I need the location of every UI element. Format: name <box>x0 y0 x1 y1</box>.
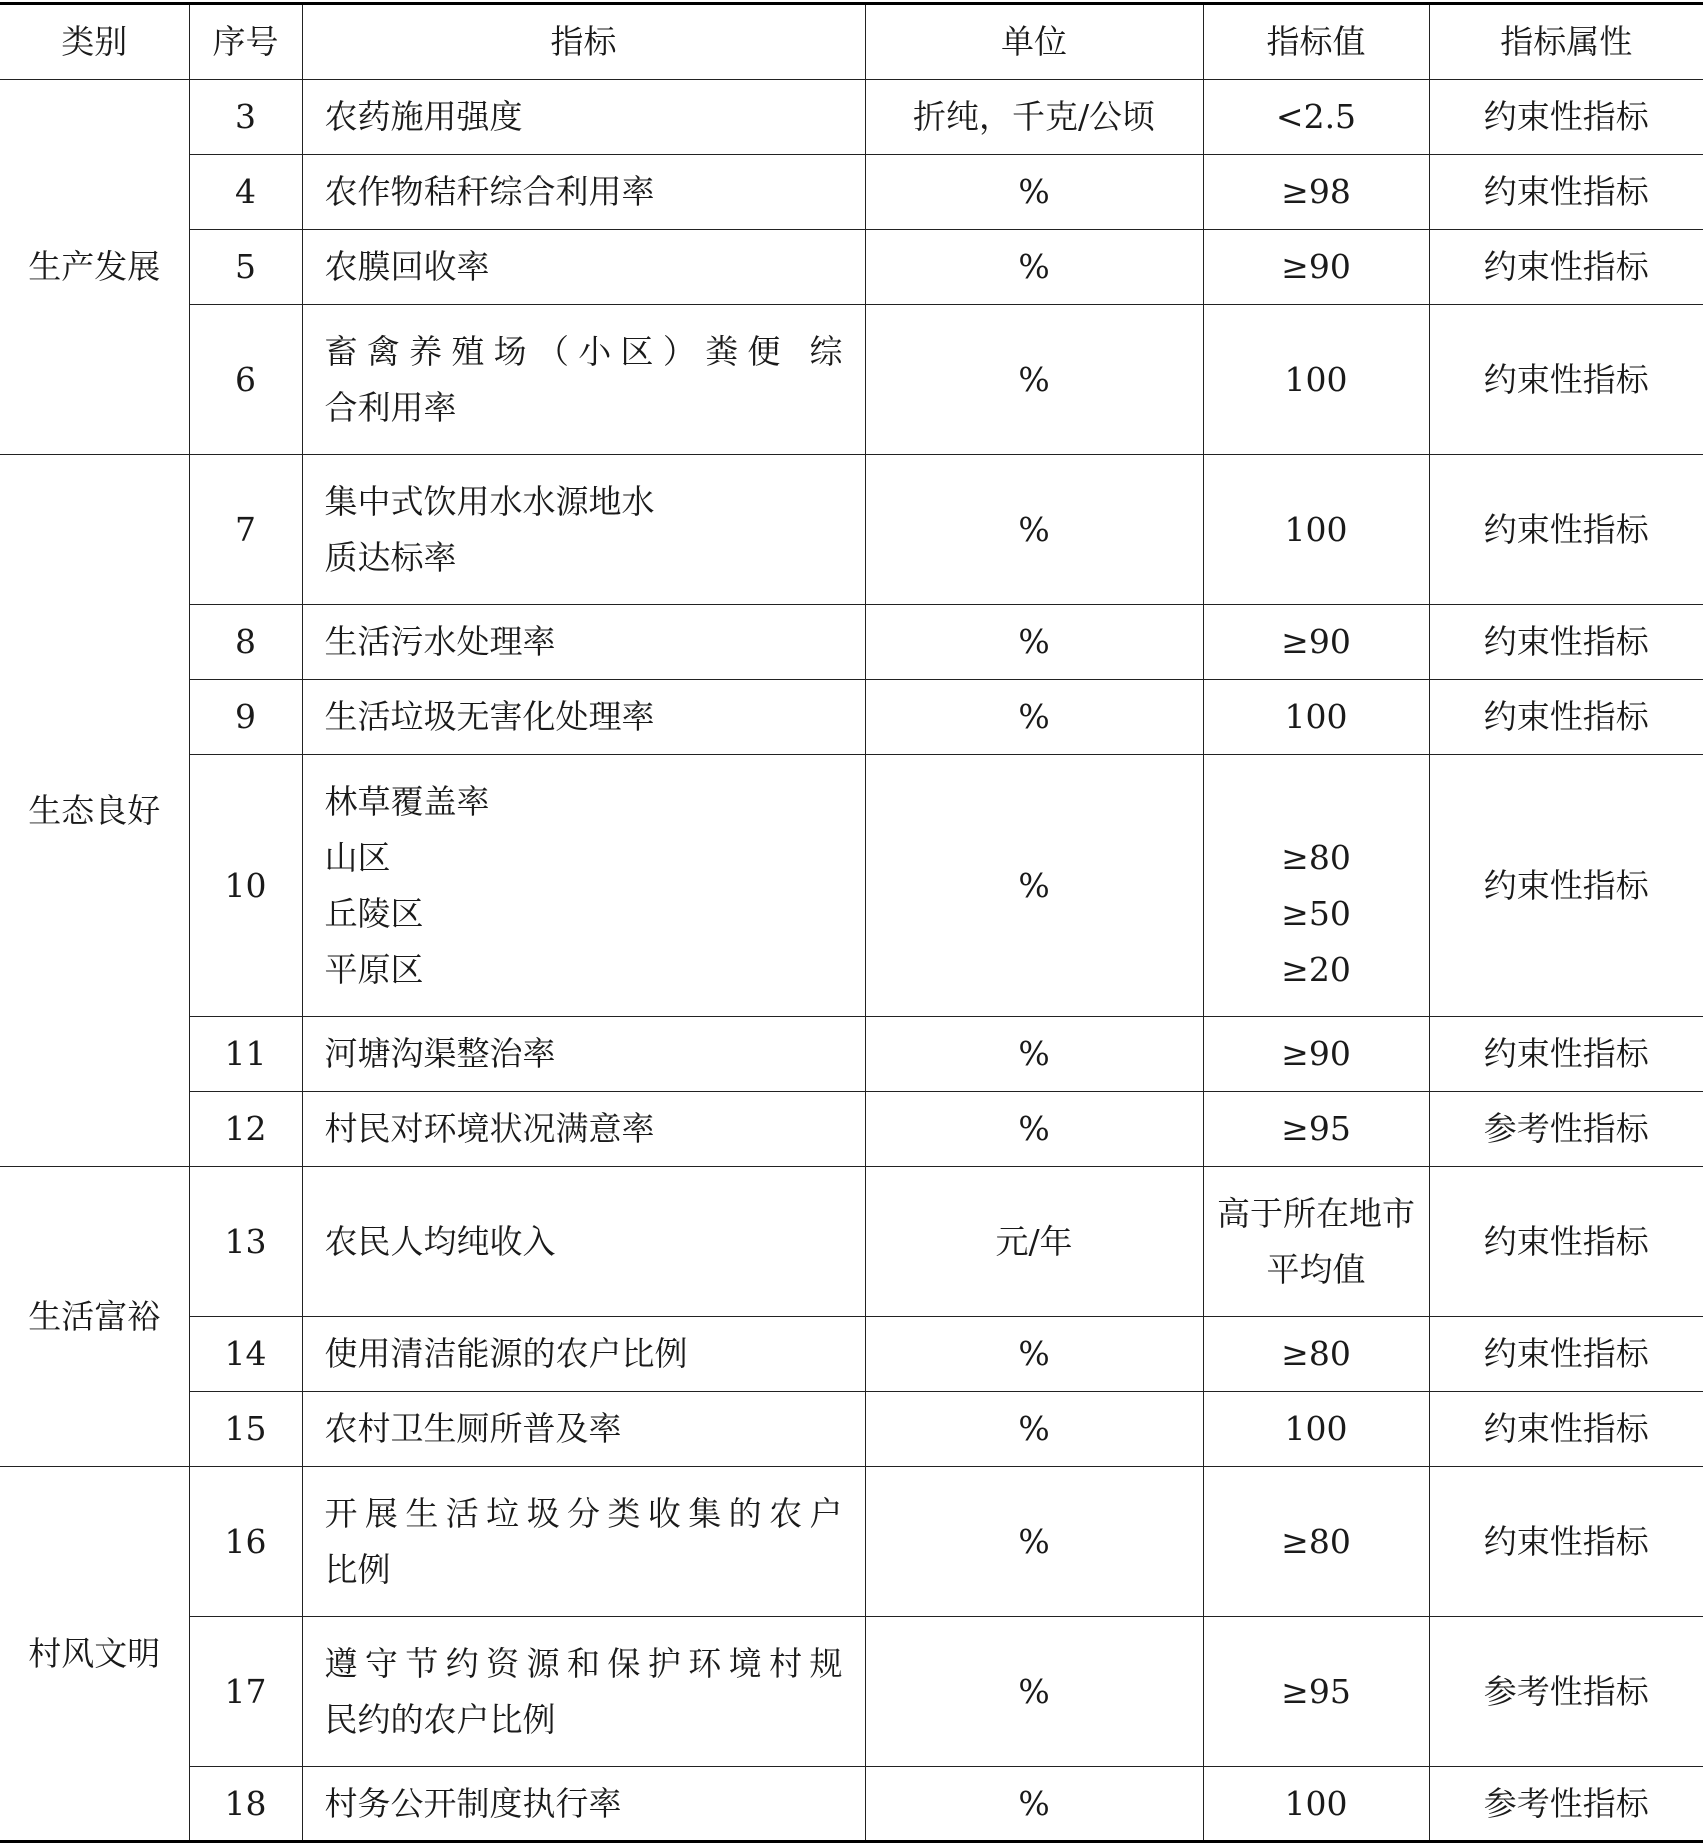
number-cell: 8 <box>189 605 302 680</box>
value-cell <box>1203 1167 1429 1317</box>
indicator-cell <box>302 80 865 155</box>
unit-cell: % <box>865 455 1203 605</box>
number-cell: 16 <box>189 1467 302 1617</box>
value-cell: <2.5 <box>1203 80 1429 155</box>
indicator-cell <box>302 1767 865 1842</box>
indicator-cell <box>302 305 865 455</box>
indicator-line: 林草覆盖率 <box>324 781 490 821</box>
value-line: ≥80 <box>1281 837 1351 877</box>
unit-cell: % <box>865 1767 1203 1842</box>
unit-cell: % <box>865 1467 1203 1617</box>
number-cell: 17 <box>189 1617 302 1767</box>
indicator-line: 农药施用强度 <box>324 97 523 136</box>
value-cell: ≥90 <box>1203 230 1429 305</box>
indicator-line: 质达标率 <box>324 537 457 577</box>
table-row <box>0 755 1703 1017</box>
number-cell: 10 <box>189 755 302 1017</box>
attribute-cell: 约束性指标 <box>1429 80 1703 155</box>
header-value: 指标值 <box>1203 4 1429 80</box>
indicator-line: 生活污水处理率 <box>324 622 556 661</box>
indicator-line: 平原区 <box>324 949 424 989</box>
indicator-cell <box>302 680 865 755</box>
header-indicator: 指标 <box>302 4 865 80</box>
attribute-cell: 约束性指标 <box>1429 1392 1703 1467</box>
header-attribute: 指标属性 <box>1429 4 1703 80</box>
unit-cell: % <box>865 155 1203 230</box>
value-cell <box>1203 755 1429 1017</box>
unit-cell: % <box>865 1017 1203 1092</box>
category-cell: 村风文明 <box>0 1467 189 1842</box>
value-cell: ≥95 <box>1203 1617 1429 1767</box>
table-row <box>0 605 1703 680</box>
attribute-cell: 参考性指标 <box>1429 1767 1703 1842</box>
indicator-line: 农民人均纯收入 <box>324 1221 556 1261</box>
indicator-line: 民约的农户比例 <box>324 1699 556 1739</box>
number-cell: 5 <box>189 230 302 305</box>
value-line: ≥50 <box>1281 893 1351 933</box>
number-cell: 12 <box>189 1092 302 1167</box>
indicator-cell <box>302 755 865 1017</box>
indicator-line: 开展生活垃圾分类收集的农户 <box>324 1493 843 1533</box>
value-cell: 100 <box>1203 680 1429 755</box>
number-cell: 13 <box>189 1167 302 1317</box>
indicator-line: 比例 <box>324 1549 391 1589</box>
value-cell: 100 <box>1203 1767 1429 1842</box>
header-row <box>0 4 1703 80</box>
number-cell: 3 <box>189 80 302 155</box>
value-cell: ≥98 <box>1203 155 1429 230</box>
indicator-table <box>0 2 1703 1843</box>
indicator-cell <box>302 155 865 230</box>
indicator-line: 农膜回收率 <box>324 247 490 286</box>
number-cell: 9 <box>189 680 302 755</box>
table-row <box>0 80 1703 155</box>
attribute-cell: 约束性指标 <box>1429 1167 1703 1317</box>
indicator-line: 畜禽养殖场（小区）粪便 综 <box>324 331 843 371</box>
unit-cell: % <box>865 230 1203 305</box>
indicator-line: 村民对环境状况满意率 <box>324 1109 655 1148</box>
category-cell: 生态良好 <box>0 455 189 1167</box>
attribute-cell: 约束性指标 <box>1429 305 1703 455</box>
value-cell: 100 <box>1203 1392 1429 1467</box>
attribute-cell: 约束性指标 <box>1429 155 1703 230</box>
indicator-cell <box>302 1017 865 1092</box>
table-row <box>0 305 1703 455</box>
value-cell: 100 <box>1203 455 1429 605</box>
attribute-cell: 参考性指标 <box>1429 1092 1703 1167</box>
indicator-line: 农村卫生厕所普及率 <box>324 1409 622 1448</box>
value-cell: ≥80 <box>1203 1467 1429 1617</box>
indicator-cell <box>302 230 865 305</box>
unit-cell: % <box>865 755 1203 1017</box>
attribute-cell: 参考性指标 <box>1429 1617 1703 1767</box>
table-row <box>0 680 1703 755</box>
unit-cell: % <box>865 605 1203 680</box>
unit-cell: % <box>865 1317 1203 1392</box>
value-cell: ≥95 <box>1203 1092 1429 1167</box>
attribute-cell: 约束性指标 <box>1429 230 1703 305</box>
indicator-line: 村务公开制度执行率 <box>324 1783 622 1823</box>
header-category: 类别 <box>0 4 189 80</box>
attribute-cell: 约束性指标 <box>1429 1317 1703 1392</box>
unit-cell: % <box>865 1617 1203 1767</box>
value-cell: ≥90 <box>1203 605 1429 680</box>
indicator-cell <box>302 1092 865 1167</box>
indicator-line: 丘陵区 <box>324 893 424 933</box>
value-line: 平均值 <box>1266 1249 1366 1289</box>
indicator-line: 生活垃圾无害化处理率 <box>324 697 655 736</box>
indicator-cell <box>302 1617 865 1767</box>
unit-cell: 折纯，千克/公顷 <box>865 80 1203 155</box>
table-row <box>0 1617 1703 1767</box>
attribute-cell: 约束性指标 <box>1429 1017 1703 1092</box>
table-row <box>0 1092 1703 1167</box>
table-row <box>0 155 1703 230</box>
table-row <box>0 1767 1703 1842</box>
unit-cell: % <box>865 680 1203 755</box>
attribute-cell: 约束性指标 <box>1429 755 1703 1017</box>
number-cell: 7 <box>189 455 302 605</box>
indicator-line: 使用清洁能源的农户比例 <box>324 1334 688 1373</box>
number-cell: 14 <box>189 1317 302 1392</box>
indicator-line: 农作物秸秆综合利用率 <box>324 172 655 211</box>
unit-cell: % <box>865 1092 1203 1167</box>
value-cell: ≥90 <box>1203 1017 1429 1092</box>
indicator-cell <box>302 455 865 605</box>
indicator-line: 河塘沟渠整治率 <box>324 1034 556 1073</box>
value-cell: 100 <box>1203 305 1429 455</box>
attribute-cell: 约束性指标 <box>1429 1467 1703 1617</box>
header-unit: 单位 <box>865 4 1203 80</box>
indicator-cell <box>302 1317 865 1392</box>
number-cell: 6 <box>189 305 302 455</box>
indicator-cell <box>302 1167 865 1317</box>
attribute-cell: 约束性指标 <box>1429 680 1703 755</box>
number-cell: 15 <box>189 1392 302 1467</box>
indicator-line: 集中式饮用水水源地水 <box>324 481 655 521</box>
table-row <box>0 455 1703 605</box>
value-line: ≥20 <box>1281 949 1351 989</box>
indicator-line: 遵守节约资源和保护环境村规 <box>324 1643 843 1683</box>
unit-cell: 元/年 <box>865 1167 1203 1317</box>
table-row <box>0 1392 1703 1467</box>
value-cell: ≥80 <box>1203 1317 1429 1392</box>
table-row <box>0 230 1703 305</box>
indicator-line: 山区 <box>324 837 391 877</box>
indicator-cell <box>302 605 865 680</box>
category-cell: 生活富裕 <box>0 1167 189 1467</box>
number-cell: 4 <box>189 155 302 230</box>
indicator-cell <box>302 1467 865 1617</box>
table-row <box>0 1167 1703 1317</box>
category-cell: 生产发展 <box>0 80 189 455</box>
attribute-cell: 约束性指标 <box>1429 455 1703 605</box>
number-cell: 18 <box>189 1767 302 1842</box>
indicator-cell <box>302 1392 865 1467</box>
number-cell: 11 <box>189 1017 302 1092</box>
table-row <box>0 1017 1703 1092</box>
table-row <box>0 1467 1703 1617</box>
indicator-line: 合利用率 <box>324 387 457 427</box>
table-row <box>0 1317 1703 1392</box>
attribute-cell: 约束性指标 <box>1429 605 1703 680</box>
unit-cell: % <box>865 305 1203 455</box>
unit-cell: % <box>865 1392 1203 1467</box>
header-number: 序号 <box>189 4 302 80</box>
value-line: 高于所在地市 <box>1217 1193 1415 1233</box>
